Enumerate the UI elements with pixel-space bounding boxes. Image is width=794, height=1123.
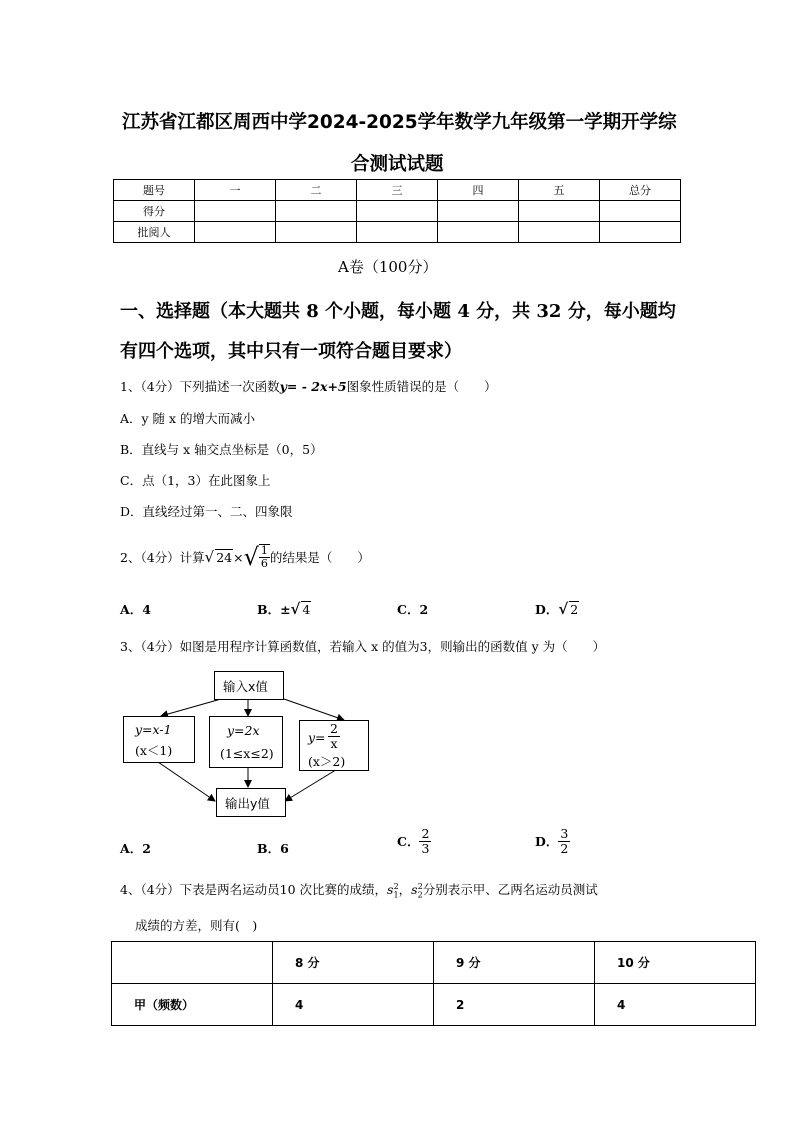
q4-cell: 4 bbox=[595, 984, 756, 1026]
fraction bbox=[558, 827, 570, 856]
q3-option-a: A．2 bbox=[120, 841, 151, 856]
sqrt-icon: √ bbox=[558, 600, 569, 618]
flow-branch1-formula: y=x-1 bbox=[135, 722, 172, 737]
score-cell: 三 bbox=[357, 180, 438, 201]
variance-subscript: 2 bbox=[417, 890, 423, 900]
section-heading: 一、选择题（本大题共 8 个小题，每小题 4 分，共 32 分，每小题均 bbox=[120, 301, 676, 322]
flow-branch2-formula: y=2x bbox=[227, 723, 260, 738]
volume-heading: A卷（100分） bbox=[338, 258, 438, 276]
fraction-denominator: 2 bbox=[560, 840, 569, 856]
flow-branch3-condition: (x＞2) bbox=[308, 754, 346, 769]
q3-option-c bbox=[397, 827, 431, 856]
question-4 bbox=[120, 877, 598, 906]
question-3: 3、（4分）如图是用程序计算函数值，若输入 x 的值为3，则输出的函数值 y 为（ ） bbox=[120, 639, 606, 654]
sqrt-icon: √ bbox=[204, 548, 215, 566]
fraction-denominator: 6 bbox=[260, 557, 268, 570]
question-1-func: y= - 2x+5 bbox=[279, 379, 347, 394]
flow-branch2-box bbox=[209, 716, 283, 768]
section-heading-line2: 有四个选项，其中只有一项符合题目要求） bbox=[120, 341, 462, 362]
flow-input-box bbox=[214, 671, 284, 700]
option-label: C． bbox=[397, 834, 420, 850]
sqrt-icon: √ bbox=[243, 543, 259, 571]
fraction bbox=[419, 827, 431, 856]
variance-superscript: 2 bbox=[417, 882, 423, 891]
flow-branch1-box bbox=[123, 716, 195, 763]
q4-table-row bbox=[112, 984, 756, 1026]
score-cell: 批阅人 bbox=[114, 222, 195, 243]
fraction bbox=[328, 722, 340, 751]
q4-cell: 10 分 bbox=[595, 942, 756, 984]
flow-branch2-condition: (1≤x≤2) bbox=[220, 746, 274, 761]
arrow-from-branch3 bbox=[285, 768, 339, 801]
flow-branch3-fraction bbox=[328, 722, 340, 751]
sqrt-icon: √ bbox=[290, 600, 301, 618]
q2-option-a: A．4 bbox=[120, 602, 151, 617]
flow-output-label: 输出y值 bbox=[225, 796, 270, 811]
q4-cell: 甲（频数） bbox=[112, 984, 273, 1026]
q1-option-d: D．直线经过第一、二、四象限 bbox=[120, 504, 293, 519]
fraction-numerator: 2 bbox=[330, 721, 338, 736]
question-1-suffix: 图象性质错误的是（ ） bbox=[346, 379, 497, 394]
variance-symbol: s bbox=[387, 882, 394, 898]
page-title-line2: 合测试试题 bbox=[351, 154, 444, 175]
q4-cell: 9 分 bbox=[434, 942, 595, 984]
option-label: D． bbox=[535, 602, 559, 617]
q1-option-b: B．直线与 x 轴交点坐标是（0，5） bbox=[120, 442, 323, 457]
question-2-radicand: 24 bbox=[216, 550, 233, 565]
radicand: 4 bbox=[302, 602, 311, 617]
q1-option-c: C．点（1，3）在此图象上 bbox=[120, 473, 271, 488]
arrow-from-branch1 bbox=[158, 762, 215, 801]
q1-option-a: A．y 随 x 的增大而减小 bbox=[120, 411, 256, 426]
score-cell: 题号 bbox=[114, 180, 195, 201]
score-cell: 得分 bbox=[114, 201, 195, 222]
question-4-suffix: 分别表示甲、乙两名运动员测试 bbox=[422, 882, 598, 898]
separator: ， bbox=[398, 882, 412, 898]
arrow-to-branch1 bbox=[161, 699, 221, 716]
fraction-numerator: 1 bbox=[260, 543, 268, 557]
flow-input-label: 输入x值 bbox=[223, 679, 268, 694]
flow-output-box bbox=[216, 788, 286, 817]
score-cell: 总分 bbox=[600, 180, 681, 201]
option-label: B．± bbox=[257, 602, 291, 617]
q2-option-c: C．2 bbox=[397, 602, 429, 617]
variance-superscript: 2 bbox=[393, 882, 399, 891]
q4-cell bbox=[112, 942, 273, 984]
radicand: 2 bbox=[570, 602, 579, 617]
q4-cell: 4 bbox=[273, 984, 434, 1026]
flow-branch1-condition: (x＜1) bbox=[135, 743, 173, 758]
q3-option-b: B．6 bbox=[257, 841, 289, 856]
question-4-line2: 成绩的方差，则有( ) bbox=[135, 918, 258, 933]
score-cell: 五 bbox=[519, 180, 600, 201]
option-label: D． bbox=[535, 834, 559, 850]
arrow-to-branch3 bbox=[284, 699, 344, 720]
question-2-times: × bbox=[233, 549, 244, 565]
flow-branch3-box bbox=[299, 720, 369, 771]
variance-symbol: s bbox=[411, 882, 418, 898]
question-4-prefix: 4、（4分）下表是两名运动员10 次比赛的成绩， bbox=[120, 882, 388, 898]
page-title: 江苏省江都区周西中学2024-2025学年数学九年级第一学期开学综 bbox=[122, 112, 677, 133]
q4-table bbox=[111, 941, 756, 1026]
question-1-prefix: 1、（4分）下列描述一次函数 bbox=[120, 379, 280, 394]
variance-subscript: 1 bbox=[393, 890, 399, 900]
q3-option-d bbox=[535, 827, 570, 856]
question-2-prefix: 2、（4分）计算 bbox=[120, 550, 205, 565]
flow-branch3-formula: y= bbox=[308, 730, 326, 745]
question-2-suffix: 的结果是（ ） bbox=[269, 550, 370, 565]
fraction-denominator: 3 bbox=[421, 840, 430, 856]
fraction-numerator: 2 bbox=[421, 826, 430, 841]
q4-cell: 8 分 bbox=[273, 942, 434, 984]
fraction-denominator: x bbox=[330, 735, 338, 751]
fraction-numerator: 3 bbox=[560, 826, 569, 841]
q4-cell: 2 bbox=[434, 984, 595, 1026]
score-cell: 四 bbox=[438, 180, 519, 201]
q4-table-header bbox=[112, 942, 756, 984]
score-cell: 二 bbox=[276, 180, 357, 201]
score-cell: 一 bbox=[195, 180, 276, 201]
